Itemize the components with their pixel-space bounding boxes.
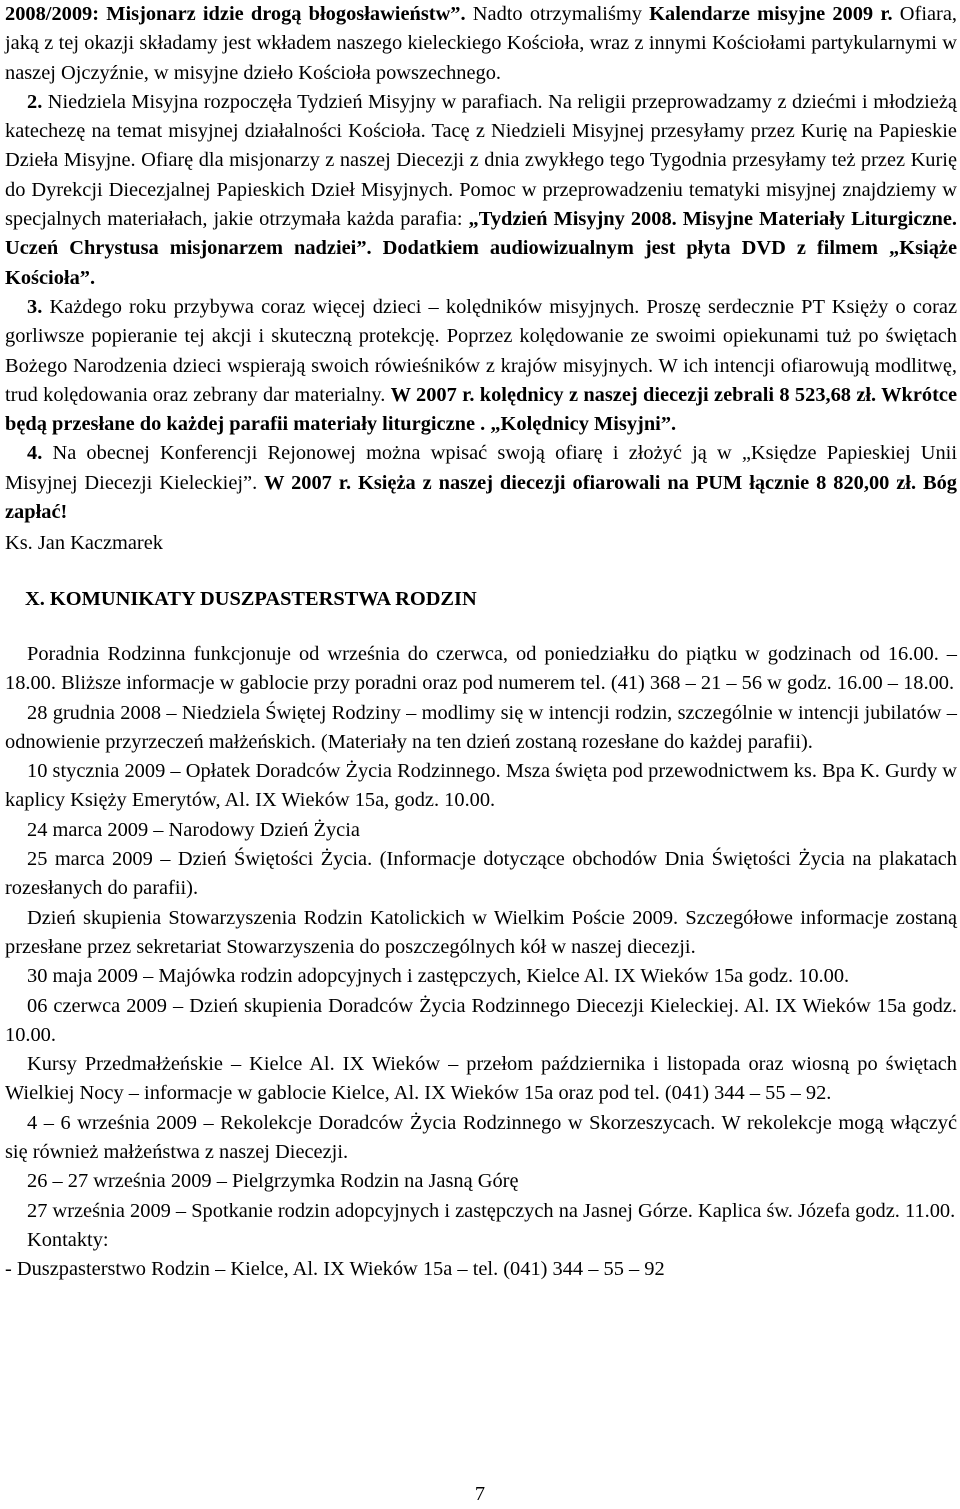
list-item: 25 marca 2009 – Dzień Świętości Życia. (Informacje dotyczące obchodów Dnia Świętości Życia na plakatach rozesłanych do parafii). [5, 848, 957, 900]
list-item: Poradnia Rodzinna funkcjonuje od września do czerwca, od poniedziałku do piątku w godzinach od 16.00. – 18.00. Bliższe informacje w gablocie przy poradni oraz pod numerem tel. (41) 368 – 21 – 56 w godz. 16.00 – 18.00. [5, 642, 957, 695]
page-number: 7 [474, 1483, 486, 1505]
intro-text: Nadto otrzymaliśmy [465, 3, 650, 25]
paragraph-4-bold: W 2007 r. Księża z naszej diecezji ofiarowali na PUM łącznie 8 820,00 zł. Bóg zapłać! [5, 471, 957, 524]
paragraph-4-text: Na obecnej Konferencji Rejonowej można wpisać swoją ofiarę i złożyć ją w „Księdze Papieskiej Unii Misyjnej Diecezji Kieleckiej”. [5, 442, 957, 494]
paragraph-2-bold: „Tydzień Misyjny 2008. Misyjne Materiały Liturgiczne. Uczeń Chrystusa misjonarzem nadziei”. Dodatkiem audiowizualnym jest płyta DVD z filmem „Książe Kościoła”. [5, 208, 957, 289]
list-item: 28 grudnia 2008 – Niedziela Świętej Rodziny – modlimy się w intencji rodzin, szczególnie w intencji jubilatów – odnowienie przyrzeczeń małżeńskich. (Materiały na ten dzień zostaną rozesłane do każdej parafii). [5, 701, 957, 753]
paragraph-3-text: Każdego roku przybywa coraz więcej dzieci – kolędników misyjnych. Proszę serdecznie PT Księży o coraz gorliwsze popieranie tej akcji i skuteczną protekcję. Poprzez kolędowanie ze swoimi opiekunami tuż po świętach Bożego Narodzenia dzieci wspierają swoich rówieśników z krajów misyjnych. W ich intencji ofiarowują modlitwę, trud kolędowania oraz zebrany dar materialny. [5, 295, 957, 406]
paragraph-2 [5, 88, 957, 293]
intro-bold: 2008/2009: Misjonarz idzie drogą błogosławieństw”. [5, 3, 466, 25]
list-item: 26 – 27 września 2009 – Pielgrzymka Rodzin na Jasną Górę [27, 1170, 519, 1193]
list-item: 30 maja 2009 – Majówka rodzin adopcyjnych i zastępczych, Kielce Al. IX Wieków 15a godz. 10.00. [27, 965, 850, 988]
intro-text-2: Ofiara, jaką z tej okazji składamy jest wkładem naszego kieleckiego Kościoła, wraz z innymi Kościołami partykularnymi w naszej Ojczyźnie, w misyjne dzieło Kościoła powszechnego. [5, 3, 957, 84]
paragraph-3-number: 3. [27, 295, 43, 318]
list-item: 4 – 6 września 2009 – Rekolekcje Doradców Życia Rodzinnego w Skorzeszycach. W rekolekcje mogą włączyć się również małżeństwa z naszej Diecezji. [5, 1111, 957, 1163]
paragraph-3-bold: W 2007 r. kolędnicy z naszej diecezji zebrali 8 523,68 zł. Wkrótce będą przesłane do każdej parafii materiały liturgiczne . „Kolędnicy Misyjni”. [5, 383, 957, 436]
paragraph-4 [5, 439, 957, 527]
list-item: Dzień skupienia Stowarzyszenia Rodzin Katolickich w Wielkim Poście 2009. Szczegółowe informacje zostaną przesłane przez sekretariat Stowarzyszenia do poszczególnych kół w naszej diecezji. [5, 906, 957, 958]
paragraph-2-number: 2. [27, 90, 43, 113]
paragraph-4-number: 4. [27, 442, 43, 465]
list-item: 27 września 2009 – Spotkanie rodzin adopcyjnych i zastępczych na Jasnej Górze. Kaplica św. Józefa godz. 11.00. [27, 1199, 956, 1222]
signature: Ks. Jan Kaczmarek [5, 532, 163, 555]
list-item: 06 czerwca 2009 – Dzień skupienia Doradców Życia Rodzinnego Diecezji Kieleckiej. Al. IX Wieków 15a godz. 10.00. [5, 994, 957, 1046]
document-page [5, 0, 957, 1284]
contacts-label: Kontakty: [27, 1228, 109, 1251]
paragraph-3 [5, 293, 957, 439]
contact-line: - Duszpasterstwo Rodzin – Kielce, Al. IX Wieków 15a – tel. (041) 344 – 55 – 92 [5, 1258, 665, 1281]
intro-bold-calendar: Kalendarze misyjne 2009 r. [649, 3, 893, 25]
section-heading: X. KOMUNIKATY DUSZPASTERSTWA RODZIN [25, 587, 477, 610]
intro-paragraph [5, 0, 957, 88]
paragraph-2-text: Niedziela Misyjna rozpoczęła Tydzień Misyjny w parafiach. Na religii przeprowadzamy z dziećmi i młodzieżą katechezę na temat misyjnej działalności Kościoła. Tacę z Niedzieli Misyjnej przesyłamy przez Kurię na Papieskie Dzieła Misyjne. Ofiarę dla misjonarzy z naszej Diecezji z dnia zwykłego tego Tygodnia przesyłamy też przez Kurię do Dyrekcji Diecezjalnej Papieskich Dzieł Misyjnych. Pomoc w przeprowadzeniu tematyki misyjnej znajdziemy w specjalnych materiałach, jakie otrzymała każda parafia: [5, 90, 957, 231]
list-item: 10 stycznia 2009 – Opłatek Doradców Życia Rodzinnego. Msza święta pod przewodnictwem ks. Bpa K. Gurdy w kaplicy Księży Emerytów, Al. IX Wieków 15a, godz. 10.00. [5, 760, 957, 812]
list-item: 24 marca 2009 – Narodowy Dzień Życia [27, 818, 360, 841]
list-item: Kursy Przedmałżeńskie – Kielce Al. IX Wieków – przełom października i listopada oraz wiosną po świętach Wielkiej Nocy – informacje w gablocie Kielce, Al. IX Wieków 15a oraz pod tel. (041) 344 – 55 – 92. [5, 1053, 957, 1105]
